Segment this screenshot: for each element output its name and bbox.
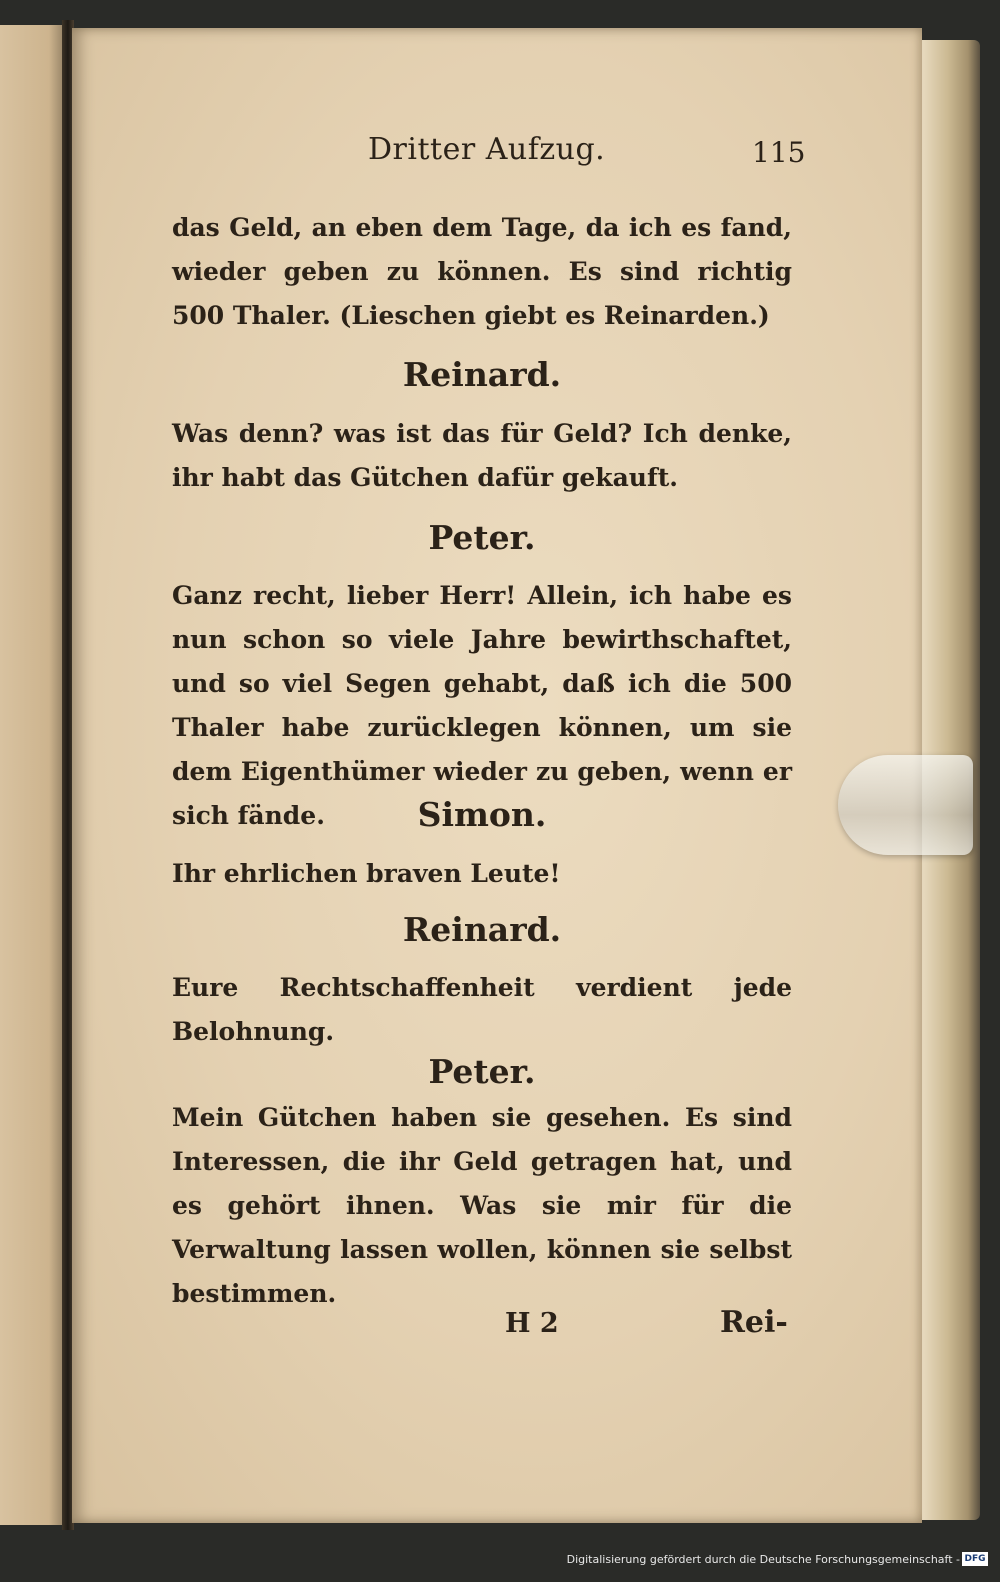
running-header: Dritter Aufzug.: [368, 132, 606, 167]
signature-mark: H 2: [505, 1308, 559, 1339]
catchword: Rei-: [720, 1305, 788, 1340]
digitization-credit: Digitalisierung gefördert durch die Deutsche Forschungsgemeinschaft -: [566, 1553, 960, 1566]
speaker-peter-2: Peter.: [428, 1052, 536, 1091]
speaker-peter-1: Peter.: [428, 518, 536, 557]
dfg-logo: DFG: [962, 1552, 988, 1566]
paragraph-1: das Geld, an eben dem Tage, da ich es fand, wieder geben zu können. Es sind richtig 500 Thaler. (Lieschen giebt es Reinarden.): [172, 213, 792, 330]
paragraph-3: Ganz recht, lieber Herr! Allein, ich habe es nun schon so viele Jahre bewirthschaftet, und so viel Segen gehabt, daß ich die 500 Thaler habe zurücklegen können, um sie dem Eigenthümer wieder zu geben, wenn er sich fände.: [172, 581, 792, 830]
paragraph-6: Mein Gütchen haben sie gesehen. Es sind Interessen, die ihr Geld getragen hat, und es gehört ihnen. Was sie mir für die Verwaltung lassen wollen, können sie selbst bestimmen.: [172, 1103, 792, 1308]
speaker-reinard-1: Reinard.: [402, 355, 562, 394]
speaker-simon: Simon.: [417, 795, 547, 834]
page-clip: [838, 755, 973, 855]
left-page-edge: [0, 25, 70, 1525]
paragraph-2: Was denn? was ist das für Geld? Ich denke, ihr habt das Gütchen dafür gekauft.: [172, 419, 792, 492]
speaker-reinard-2: Reinard.: [402, 910, 562, 949]
page-number: 115: [752, 136, 806, 169]
paragraph-4: Ihr ehrlichen braven Leute!: [172, 859, 561, 888]
paragraph-5: Eure Rechtschaffenheit verdient jede Belohnung.: [172, 973, 792, 1046]
